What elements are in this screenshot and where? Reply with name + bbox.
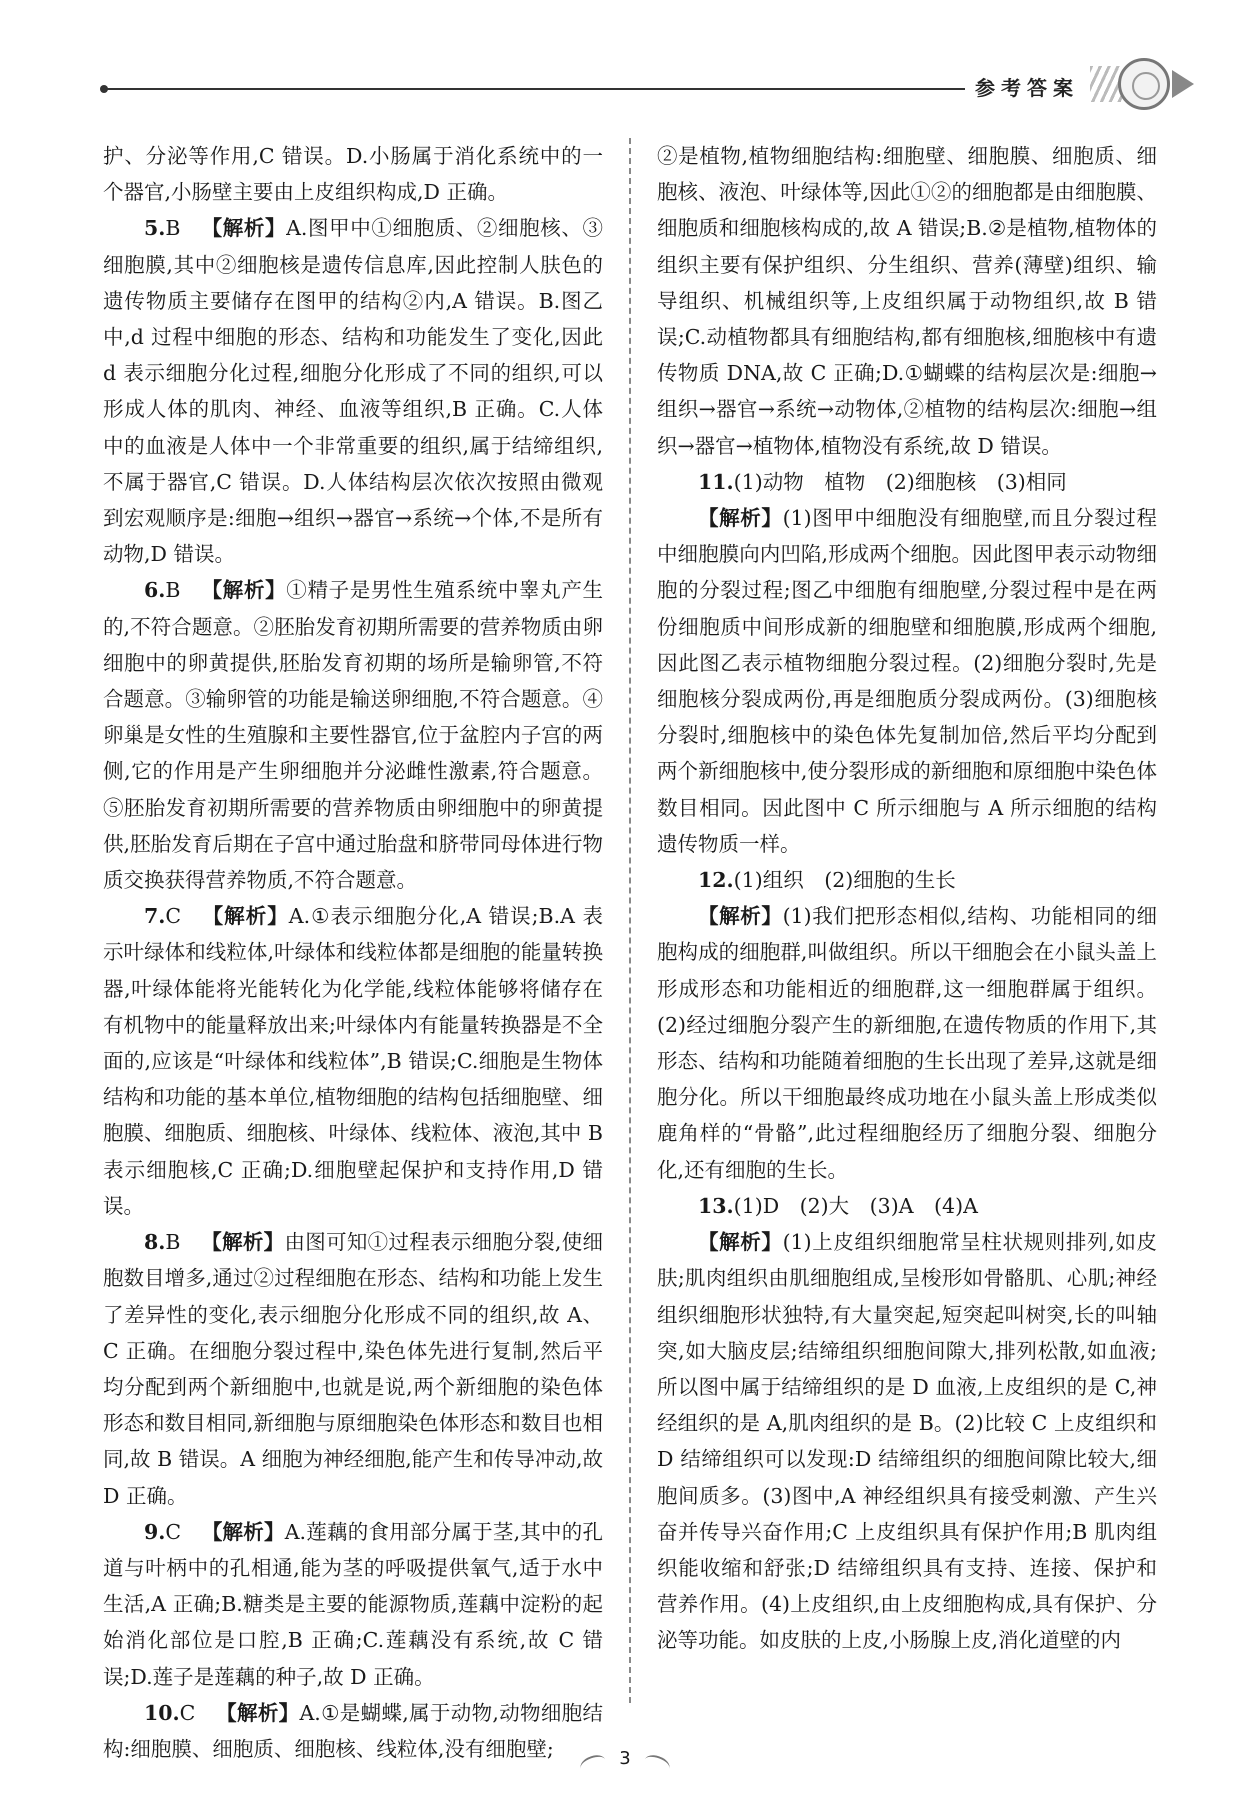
analysis-tag: 【解析】: [200, 216, 287, 241]
explanation-text: ①精子是男性生殖系统中睾丸产生的,不符合题意。②胚胎发育初期所需要的营养物质由卵细胞中的卵黄提供,胚胎发育初期的场所是输卵管,不符合题意。③输卵管的功能是输送卵细胞,不符合题意。④卵巢是女性的生殖腺和主要性器官,位于盆腔内子宫的两侧,它的作用是产生卵细胞并分泌雌性激素,符合题意。⑤胚胎发育初期所需要的营养物质由卵细胞中的卵黄提供,胚胎发育后期在子宫中通过胎盘和脐带同母体进行物质交换获得营养物质,不符合题意。: [103, 578, 604, 893]
question-number: 12.: [698, 868, 734, 893]
analysis-tag: 【解析】: [215, 1700, 300, 1725]
explanation-text: A.①是蝴蝶,属于动物,动物细胞结构:细胞膜、细胞质、细胞核、线粒体,没有细胞壁;: [103, 1700, 604, 1761]
answer-paragraph: [657, 862, 1157, 898]
question-number: 10.: [144, 1700, 180, 1725]
page-number: 3: [619, 1748, 631, 1769]
answer-choice: B: [165, 216, 181, 241]
column-divider: [629, 138, 631, 1703]
explanation-text: (1)上皮组织细胞常呈柱状规则排列,如皮肤;肌肉组织由肌细胞组成,呈梭形如骨骼肌、心肌;神经组织细胞形状独特,有大量突起,短突起叫树突,长的叫轴突,如大脑皮层;结缔组织细胞间隙大,排列松散,如血液;所以图中属于结缔组织的是 D 血液,上皮组织的是 C,神经组织的是 A,肌肉组织的是 B。(2)比较 C 上皮组织和 D 结缔组织可以发现:D 结缔组织的细胞间隙比较大,细胞间质多。(3)图中,A 神经组织具有接受刺激、产生兴奋并传导兴奋作用;C 上皮组织具有保护作用;B 肌肉组织能收缩和舒张;D 结缔组织具有支持、连接、保护和营养作用。(4)上皮组织,由上皮细胞构成,具有保护、分泌等功能。如皮肤的上皮,小肠腺上皮,消化道壁的内: [657, 1230, 1157, 1653]
answer-paragraph: [657, 1224, 1157, 1658]
question-number: 8.: [144, 1230, 166, 1255]
answer-paragraph: [103, 1514, 603, 1695]
answer-paragraph: [103, 898, 603, 1224]
answer-paragraph: [103, 210, 603, 572]
analysis-tag: 【解析】: [698, 506, 783, 531]
explanation-text: (1)图甲中细胞没有细胞壁,而且分裂过程中细胞膜向内凹陷,形成两个细胞。因此图甲表示动物细胞的分裂过程;图乙中细胞有细胞壁,分裂过程中是在两份细胞质中间形成新的细胞壁和细胞膜,形成两个细胞,因此图乙表示植物细胞分裂过程。(2)细胞分裂时,先是细胞核分裂成两份,再是细胞质分裂成两份。(3)细胞核分裂时,细胞核中的染色体先复制加倍,然后平均分配到两个新细胞核中,使分裂形成的新细胞和原细胞中染色体数目相同。因此图中 C 所示细胞与 A 所示细胞的结构遗传物质一样。: [657, 506, 1157, 856]
question-number: 11.: [698, 469, 734, 494]
answer-paragraph: [657, 138, 1157, 464]
arrow-right-icon: [1172, 70, 1194, 98]
explanation-text: 护、分泌等作用,C 错误。D.小肠属于消化系统中的一个器官,小肠壁主要由上皮组织构成,D 正确。: [103, 144, 603, 205]
question-number: 13.: [698, 1193, 734, 1218]
explanation-text: ②是植物,植物细胞结构:细胞壁、细胞膜、细胞质、细胞核、液泡、叶绿体等,因此①②的细胞都是由细胞膜、细胞质和细胞核构成的,故 A 错误;B.②是植物,植物体的组织主要有保护组织、分生组织、营养(薄壁)组织、输导组织、机械组织等,上皮组织属于动物组织,故 B 错误;C.动植物都具有细胞结构,都有细胞核,细胞核中有遗传物质 DNA,故 C 正确;D.①蝴蝶的结构层次是:细胞→组织→器官→系统→动物体,②植物的结构层次:细胞→组织→器官→植物体,植物没有系统,故 D 错误。: [657, 144, 1157, 458]
analysis-tag: 【解析】: [698, 1230, 783, 1255]
analysis-tag: 【解析】: [201, 1519, 285, 1544]
answer-choice: (1)D (2)大 (3)A (4)A: [733, 1193, 978, 1218]
answer-paragraph: [657, 500, 1157, 862]
page-number-wing-right: [642, 1752, 672, 1776]
left-column: [103, 138, 603, 1767]
right-column: [657, 138, 1157, 1659]
answer-choice: C: [165, 904, 182, 929]
analysis-tag: 【解析】: [200, 578, 287, 603]
answer-choice: B: [165, 1230, 181, 1255]
answer-paragraph: [103, 572, 603, 898]
question-number: 7.: [144, 904, 166, 929]
answer-choice: (1)动物 植物 (2)细胞核 (3)相同: [733, 469, 1067, 494]
answer-paragraph: [103, 1695, 603, 1767]
header-rule: [105, 88, 965, 90]
header-title: 参考答案: [975, 76, 1079, 100]
answer-choice: C: [179, 1700, 196, 1725]
answer-paragraph: [657, 898, 1157, 1188]
answer-choice: (1)组织 (2)细胞的生长: [733, 868, 956, 893]
explanation-text: A.图甲中①细胞质、②细胞核、③细胞膜,其中②细胞核是遗传信息库,因此控制人肤色的遗传物质主要储存在图甲的结构②内,A 错误。B.图乙中,d 过程中细胞的形态、结构和功能发生了变化,因此 d 表示细胞分化过程,细胞分化形成了不同的组织,可以形成人体的肌肉、神经、血液等组织,B 正确。C.人体中的血液是人体中一个非常重要的组织,属于结缔组织,不属于器官,C 错误。D.人体结构层次依次按照由微观到宏观顺序是:细胞→组织→器官→系统→个体,不是所有动物,D 错误。: [103, 216, 603, 567]
explanation-text: (1)我们把形态相似,结构、功能相同的细胞构成的细胞群,叫做组织。所以干细胞会在小鼠头盖上形成形态和功能相近的细胞群,这一细胞群属于组织。(2)经过细胞分裂产生的新细胞,在遗传物质的作用下,其形态、结构和功能随着细胞的生长出现了差异,这就是细胞分化。所以干细胞最终成功地在小鼠头盖上形成类似鹿角样的“骨骼”,此过程细胞经历了细胞分裂、细胞分化,还有细胞的生长。: [657, 904, 1157, 1182]
graduation-cap-logo-icon: [1118, 58, 1170, 110]
explanation-text: 由图可知①过程表示细胞分裂,使细胞数目增多,通过②过程细胞在形态、结构和功能上发生了差异性的变化,表示细胞分化形成不同的组织,故 A、C 正确。在细胞分裂过程中,染色体先进行复制,然后平均分配到两个新细胞中,也就是说,两个新细胞的染色体形态和数目相同,新细胞与原细胞染色体形态和数目也相同,故 B 错误。A 细胞为神经细胞,能产生和传导冲动,故 D 正确。: [103, 1230, 603, 1508]
answer-paragraph: [657, 464, 1157, 500]
answer-choice: C: [165, 1519, 182, 1544]
analysis-tag: 【解析】: [200, 1230, 285, 1255]
explanation-text: A.①表示细胞分化,A 错误;B.A 表示叶绿体和线粒体,叶绿体和线粒体都是细胞的能量转换器,叶绿体能将光能转化为化学能,线粒体能够将储存在有机物中的能量释放出来;叶绿体内有能量转换器是不全面的,应该是“叶绿体和线粒体”,B 错误;C.细胞是生物体结构和功能的基本单位,植物细胞的结构包括细胞壁、细胞膜、细胞质、细胞核、叶绿体、线粒体、液泡,其中 B 表示细胞核,C 正确;D.细胞壁起保护和支持作用,D 错误。: [103, 904, 603, 1218]
question-number: 6.: [144, 578, 166, 603]
answer-paragraph: [103, 1224, 603, 1514]
question-number: 5.: [144, 216, 166, 241]
answer-paragraph: [103, 138, 603, 210]
answer-paragraph: [657, 1188, 1157, 1224]
answer-choice: B: [165, 578, 181, 603]
analysis-tag: 【解析】: [698, 904, 783, 929]
question-number: 9.: [144, 1519, 166, 1544]
explanation-text: A.莲藕的食用部分属于茎,其中的孔道与叶柄中的孔相通,能为茎的呼吸提供氧气,适于水中生活,A 正确;B.糖类是主要的能源物质,莲藕中淀粉的起始消化部位是口腔,B 正确;C.莲藕没有系统,故 C 错误;D.莲子是莲藕的种子,故 D 正确。: [103, 1519, 603, 1689]
analysis-tag: 【解析】: [201, 904, 289, 929]
